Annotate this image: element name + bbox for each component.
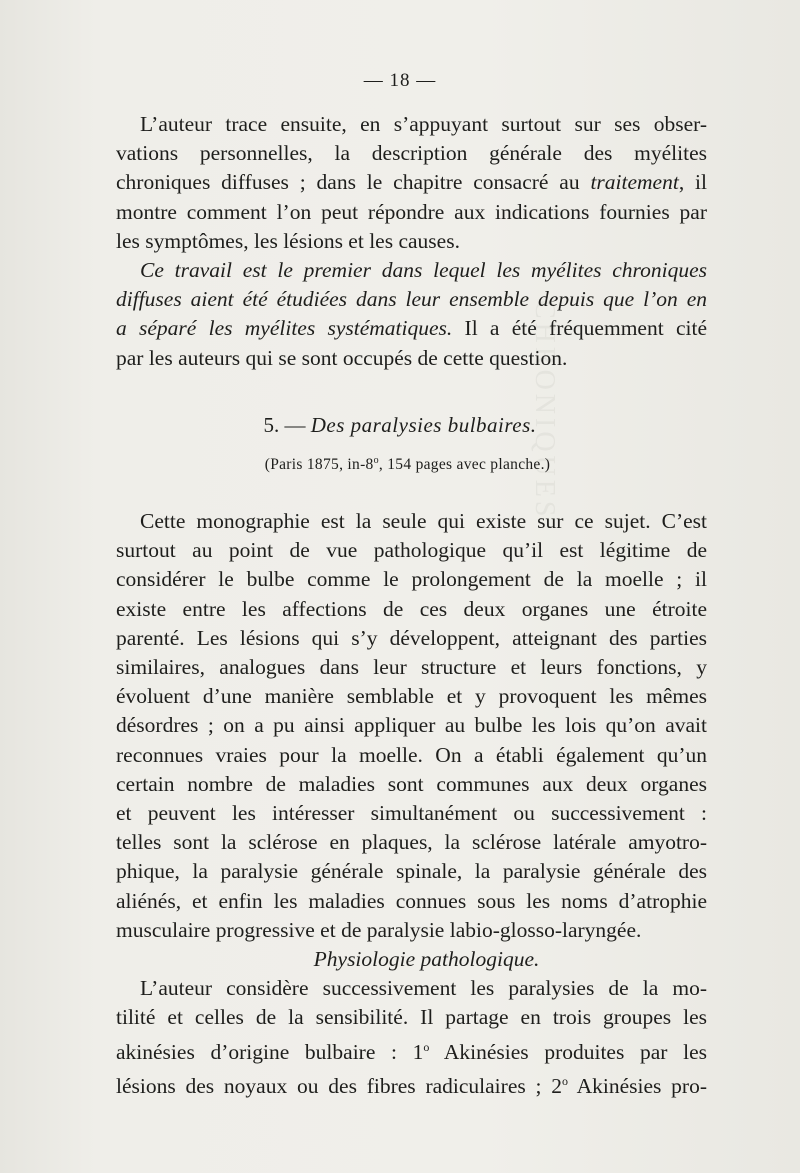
text-line: L’auteur trace ensuite, en s’appuyant surtout sur ses obser- bbox=[140, 112, 707, 136]
section-title: Des paralysies bulbaires. bbox=[310, 413, 537, 437]
text-line: L’auteur considère successivement les paralysies de la mo- bbox=[140, 976, 707, 1001]
text-line: considérer le bulbe comme le prolongement de la moelle ; il bbox=[116, 567, 707, 592]
text-line: lésions des noyaux ou des fibres radiculaires ; 2$^o$ Akinésies pro- bbox=[116, 1074, 707, 1099]
page-number: — 18 — bbox=[363, 70, 437, 91]
text-line: par les auteurs qui se sont occupés de cette question. bbox=[116, 345, 568, 370]
text-block-top bbox=[116, 110, 707, 373]
text-line: parenté. Les lésions qui s’y développent, atteignant des parties bbox=[116, 625, 707, 650]
text-line: montre comment l’on peut répondre aux indications fournies par bbox=[116, 199, 707, 224]
text-line: similaires, analogues dans leur structure et leurs fonctions, y bbox=[116, 655, 707, 680]
text-line: tilité et celles de la sensibilité. Il partage en trois groupes les bbox=[116, 1005, 707, 1030]
text-line: vations personnelles, la description générale des myélites bbox=[116, 141, 707, 166]
text-line: telles sont la sclérose en plaques, la sclérose latérale amyotro- bbox=[116, 830, 707, 855]
text-block-bottom bbox=[116, 507, 707, 1101]
italic-run: a séparé les myélites systématiques. bbox=[116, 316, 453, 341]
italic-word: traitement bbox=[590, 170, 679, 195]
text-line: certain nombre de maladies sont communes aux deux organes bbox=[116, 771, 707, 796]
text-line: évoluent d’une manière semblable et y provoquent les mêmes bbox=[116, 684, 707, 709]
text-line: akinésies d’origine bulbaire : 1$^o$ Akinésies produites par les bbox=[116, 1039, 707, 1064]
text-line: et peuvent les intéresser simultanément ou successivement : bbox=[116, 801, 707, 826]
text-line: reconnues vraies pour la moelle. On a établi également qu’un bbox=[116, 742, 707, 767]
text-line: diffuses aient été étudiées dans leur ensemble depuis que l’on en bbox=[116, 287, 707, 312]
text-line: chroniques diffuses ; dans le chapitre consacré au traitement, il bbox=[116, 170, 708, 195]
publication-details: (Paris 1875, in-8$^o$, 154 pages avec planche.) bbox=[264, 455, 551, 474]
subheading: Physiologie pathologique. bbox=[313, 947, 540, 972]
paragraph-3 bbox=[116, 507, 707, 945]
paragraph-4 bbox=[116, 974, 707, 1101]
text-line: les symptômes, les lésions et les causes. bbox=[116, 228, 460, 253]
text-line: existe entre les affections de ces deux organes une étroite bbox=[116, 596, 707, 621]
text-line: phique, la paralysie générale spinale, la paralysie générale des bbox=[116, 859, 707, 884]
text-line: Cette monographie est la seule qui existe sur ce sujet. C’est bbox=[140, 509, 707, 533]
paragraph-2 bbox=[116, 256, 707, 373]
text-line: désordres ; on a pu ainsi appliquer au bulbe les lois qu’on avait bbox=[116, 713, 707, 738]
show-through-text: CHRONIQUES bbox=[529, 300, 560, 521]
section-heading bbox=[0, 413, 800, 438]
paragraph-1 bbox=[116, 110, 707, 256]
text-line-mixed bbox=[116, 314, 707, 343]
text-line: aliénés, et enfin les maladies connues sous les noms d’atrophie bbox=[116, 888, 707, 913]
section-number: 5. — bbox=[263, 413, 306, 437]
text-line: Ce travail est le premier dans lequel les myélites chroniques bbox=[140, 258, 707, 283]
text-run: Il a été fréquemment cité bbox=[452, 316, 707, 341]
text-line: musculaire progressive et de paralysie labio-glosso-laryngée. bbox=[116, 917, 642, 942]
text-line: surtout au point de vue pathologique qu’il est légitime de bbox=[116, 538, 707, 563]
